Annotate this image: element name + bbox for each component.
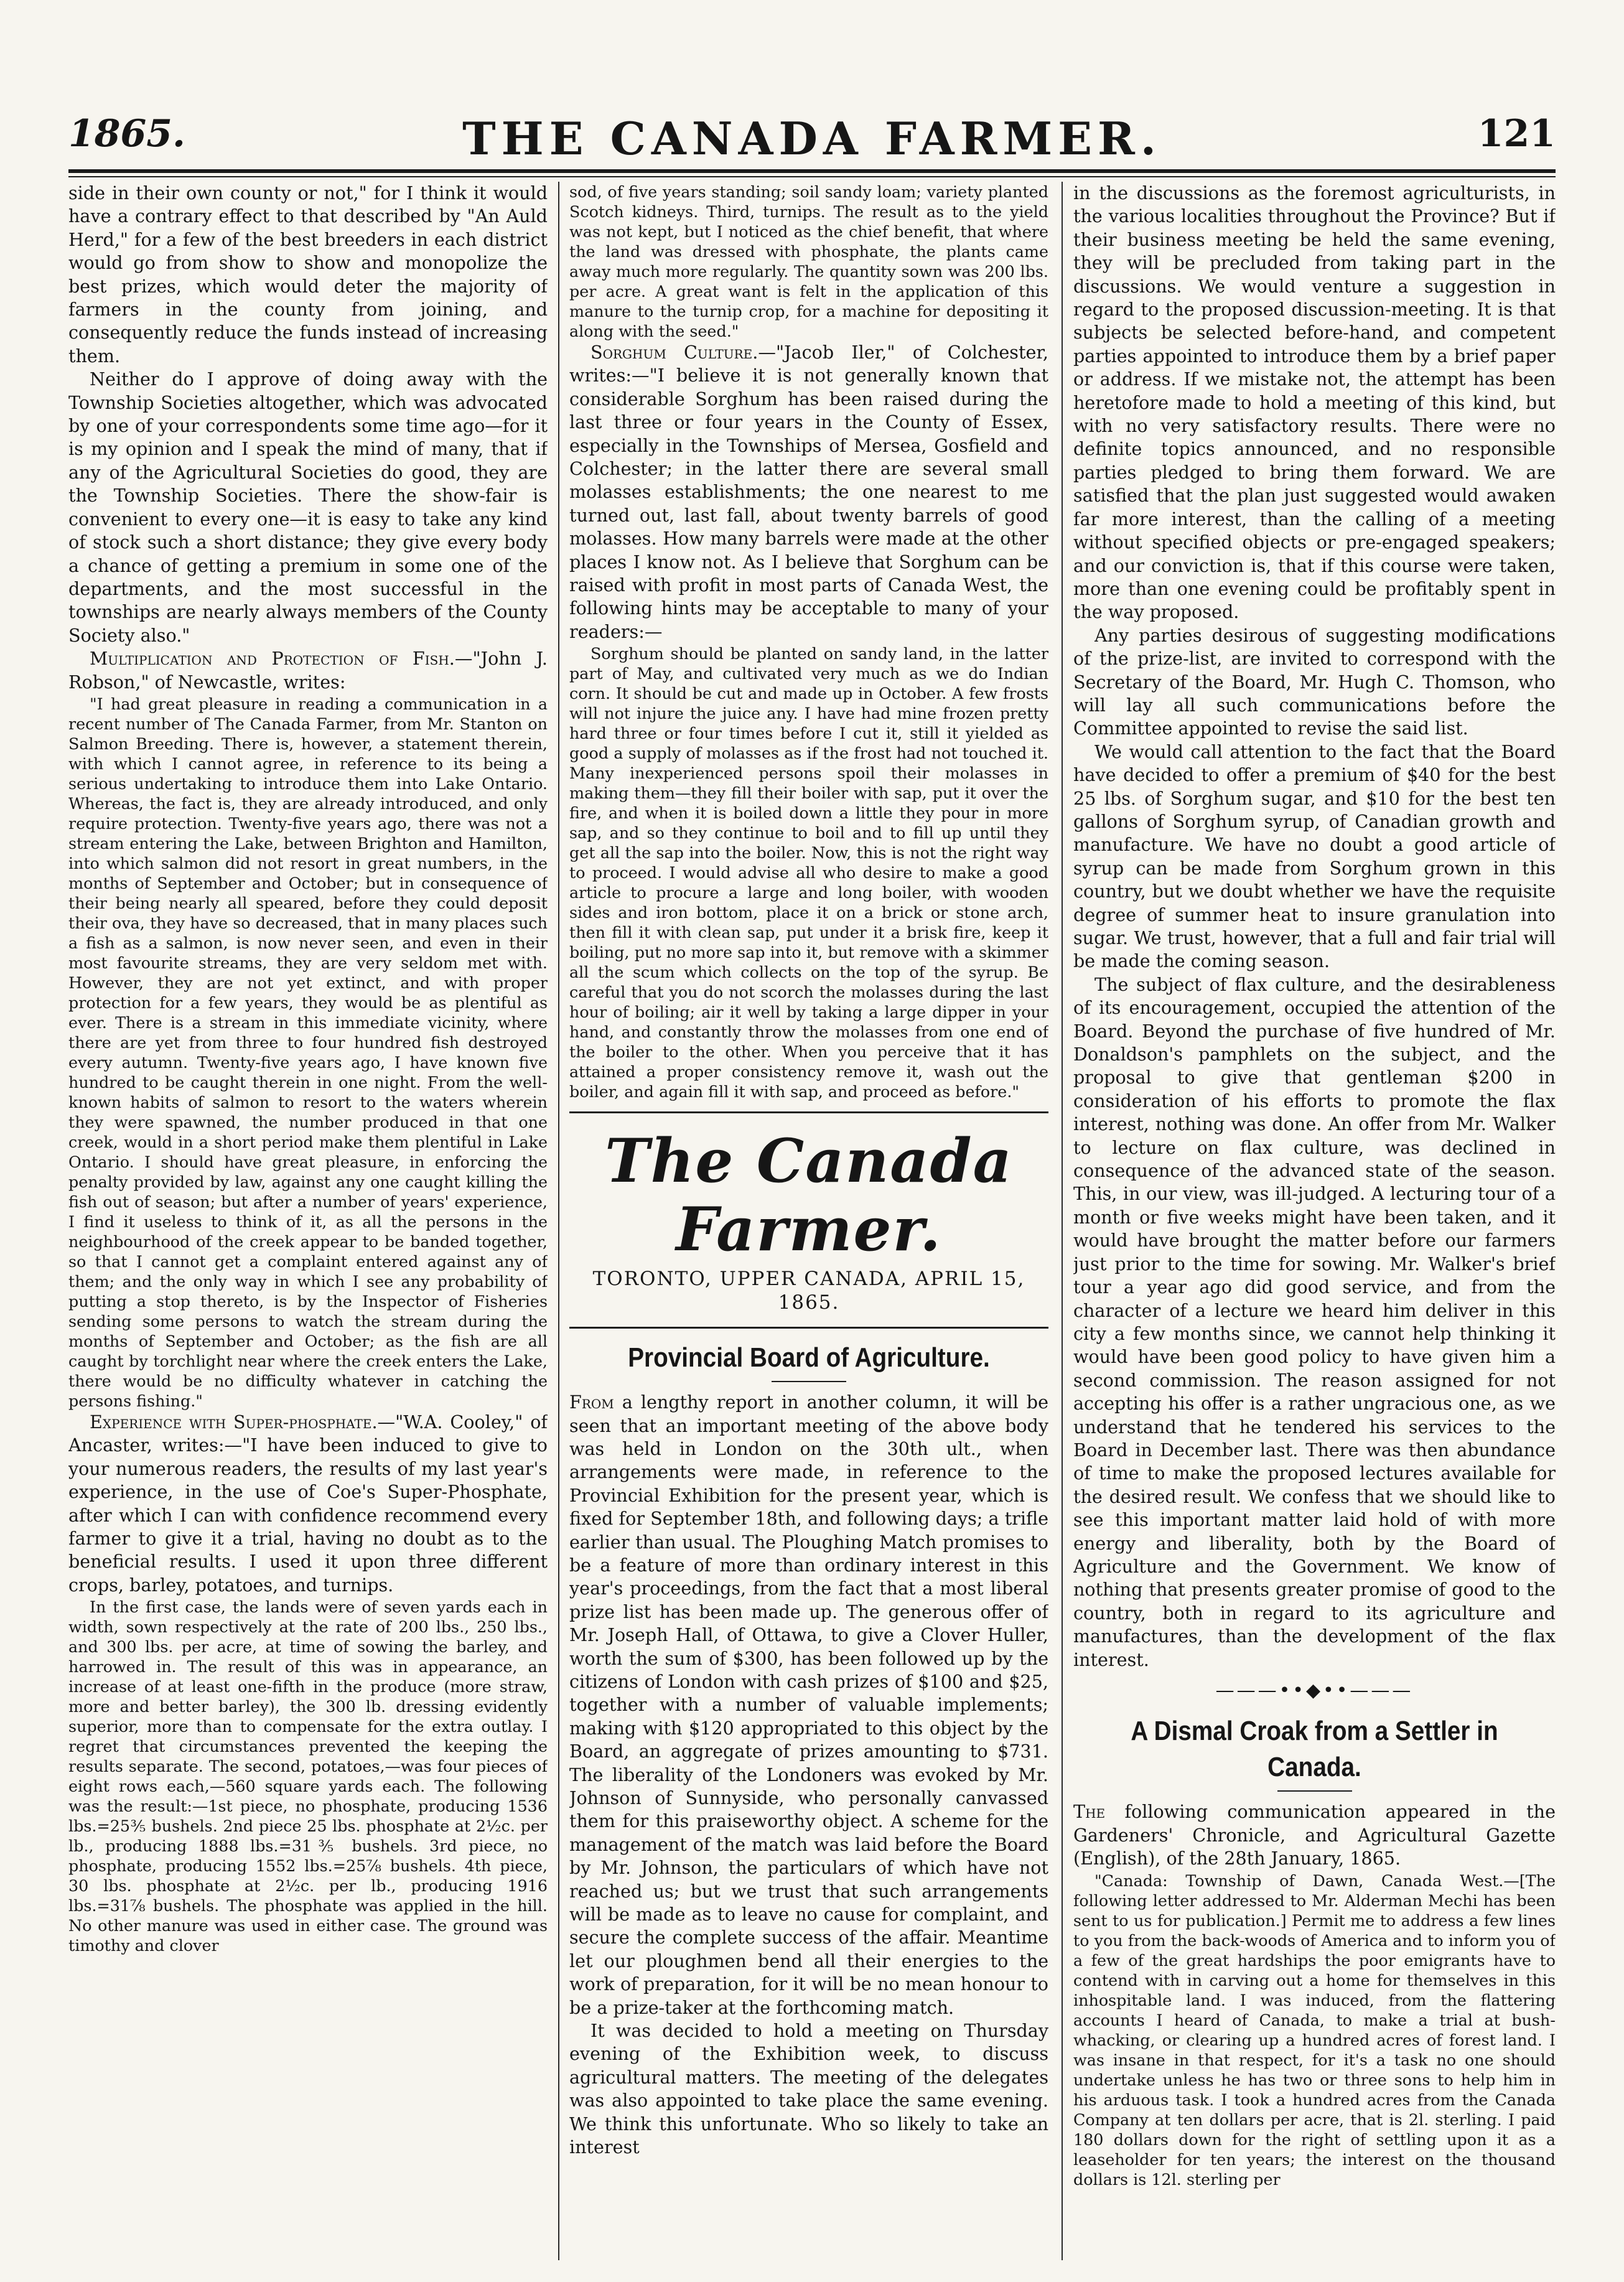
sorghum-article-intro: "Jacob Iler," of Colchester, writes:—"I believe it is not generally known that considerable Sorghum has been raised during the last three or four years in the County of Essex, especially in the Townships of Mersea, Gosfield and Colchester; in the latter there are several small molasses establishments; the one nearest to me turned out, last fall, about twenty barrels of good molasses. How many barrels were made at the other places I know not. As I believe that Sorghum can be raised with profit in most parts of Canada West, the following hints may be acceptable to many of your readers:—: [569, 342, 1048, 642]
sorghum-article-heading: Sorghum Culture.—: [590, 342, 776, 363]
header-page-number: 121: [1477, 112, 1556, 156]
column-1: [68, 182, 548, 2260]
article-paragraph: side in their own county or not," for I think it would have a contrary effect to that described by "An Auld Herd," for a few of the best breeders in each district would go from show to show and monopolize the best prizes, which would deter the majority of farmers in the county from joining, and consequently reduce the funds instead of increasing them.: [68, 182, 548, 367]
provincial-board-text: a lengthy report in another column, it will be seen that an important meeting of the above body was held in London on the 30th ult., when arrangements were made, in reference to the Provincial Exhibition for the present year, which is fixed for September 18th, and following days; a trifle earlier than usual. The Ploughing Match promises to be a feature of more than ordinary interest in this year's proceedings, from the fact that a most liberal prize list has been made up. The generous offer of Mr. Joseph Hall, of Ottawa, to give a Clover Huller, worth the sum of $300, has been followed up by the citizens of London with cash prizes of $100 and $25, together with a number of valuable implements; making with $120 appropriated to this object by the Board, an aggregate of prizes amounting to $731. The liberality of the Londoners was evoked by Mr. Johnson of Sunnyside, who personally canvassed them for this praiseworthy object. A scheme for the management of the match was laid before the Board by Mr. Johnson, the particulars of which have not reached us; but we trust that such arrangements will be made as to leave no cause for complaint, and secure the complete success of the affair. Meantime let our ploughmen bend all their energies to the work of preparation, for it will be no mean honour to be a prize-taker at the forthcoming match.: [569, 1391, 1048, 2018]
exhibition-meeting-paragraph: It was decided to hold a meeting on Thursday evening of the Exhibition week, to discuss agricultural matters. The meeting of the delegates was also appointed to take place the same evening. We think this unfortunate. Who so likely to take an interest: [569, 2020, 1048, 2158]
sorghum-hints-paragraph: Sorghum should be planted on sandy land, in the latter part of May, and cultivated very much as we do Indian corn. It should be cut and made up in October. A few frosts will not injure the juice any. I have had mine frozen pretty hard three or four times before I cut it, still it yielded as good a supply of molasses as if the frost had not touched it. Many inexperienced persons spoil their molasses in making them—they fill their boiler with sap, put it over the fire, and when it is boiled down a little they pour in more sap, and so they continue to boil and to fill up until they get all the sap into the boiler. Now, this is not the right way to proceed. I would advise all who desire to make a good article to procure a large and long boiler, with wooden sides and iron bottom, place it on a brick or stone arch, then fill it with clean sap, put under it a brisk fire, keep it boiling, put no more sap into it, but remove with a skimmer all the scum which collects on the top of the syrup. Be careful that you do not scorch the molasses during the last hour of boiling; air it well by taking a large dipper in your hand, and constantly throw the molasses from one end of the boiler to the other. When you perceive that it has attained a proper consistency remove it, wash out the boiler, and again fill it with sap, and proceed as before.": [569, 644, 1048, 1101]
phosphate-article-intro: "W.A. Cooley," of Ancaster, writes:—"I have been induced to give to your numerous readers, the results of my last year's experience, in the use of Coe's Super-Phosphate, after which I can with confidence recommend every farmer to give it a trial, having no doubt as to the beneficial results. I used it upon three different crops, barley, potatoes, and turnips.: [68, 1411, 548, 1596]
fish-article-heading: Multiplication and Protection of Fish.—: [90, 648, 473, 670]
fish-article-intro: "John J. Robson," of Newcastle, writes:: [68, 648, 548, 693]
editorial-banner: [569, 1111, 1048, 1329]
dismal-croak-intro: [1073, 1800, 1556, 1870]
header-title: THE CANADA FARMER.: [462, 112, 1162, 165]
fish-article-paragraph: [68, 647, 548, 694]
phosphate-continued-paragraph: sod, of five years standing; soil sandy loam; variety planted Scotch kidneys. Third, turnips. The result as to the yield was not kept, but I noticed as the chief benefit, that where the land was dressed with phosphate, the plants came away much more regularly. The quantity sown was 200 lbs. per acre. A great want is felt in the application of this manure to the turnip crop, for a machine for depositing it along with the seed.": [569, 182, 1048, 340]
lead-word: The: [1073, 1801, 1106, 1823]
phosphate-results-paragraph: In the first case, the lands were of seven yards each in width, sown respectively at the rate of 200 lbs., 250 lbs., and 300 lbs. per acre, at time of sowing the barley, and harrowed in. The result of this was in appearance, an increase of at least one-fifth in the produce (more straw, more and better barley), the 300 lb. dressing evidently superior, more than to compensate for the extra outlay. I regret that circumstances prevented the keeping the results separate. The second, potatoes,—was four pieces of eight rows each,—560 square yards each. The following was the result:—1st piece, no phosphate, producing 1536 lbs.=25⅗ bushels. 2nd piece 25 lbs. phosphate at 2½c. per lb., producing 1888 lbs.=31⅗ bushels. 3rd piece, no phosphate, producing 1552 lbs.=25⅞ bushels. 4th piece, 30 lbs. phosphate at 2½c. per lb., producing 1916 lbs.=31⅞ bushels. The phosphate was applied in the hill. No other manure was used in either case. The ground was timothy and clover: [68, 1597, 548, 1955]
sorghum-article-paragraph: [569, 341, 1048, 643]
title-rule: [1277, 1790, 1352, 1792]
column-divider-2: [1062, 182, 1063, 2260]
dismal-croak-intro-text: following communication appeared in the Gardeners' Chronicle, and Agricultural Gazette (English), of the 28th January, 1865.: [1073, 1801, 1556, 1869]
header-rule-thin: [68, 176, 1556, 177]
title-rule: [772, 1381, 846, 1382]
header-year: 1865.: [68, 112, 185, 156]
page-header: [68, 112, 1556, 168]
column-divider-1: [558, 182, 559, 2260]
prize-list-paragraph: Any parties desirous of suggesting modifications of the prize-list, are invited to correspond with the Secretary of the Board, Mr. Hugh C. Thomson, who will lay all such communications before the Committee appointed to revise the said list.: [1073, 624, 1556, 739]
discussion-paragraph: in the discussions as the foremost agriculturists, in the various localities throughout the Province? But if their business meeting be held the same evening, they will be precluded from taking part in the discussions. We would venture a suggestion in regard to the proposed discussion-meeting. It is that subjects be selected before-hand, and competent parties appointed to introduce them by a brief paper or address. If we mistake not, the attempt has been heretofore made to hold a meeting of this kind, but with no very satisfactory results. There were no definite topics announced, and no responsible parties pledged to bring them forward. We are satisfied that the plan just suggested would awaken far more interest, than the calling of a meeting without specified objects or pre-engaged speakers; and our conviction is, that if this course were taken, more than one evening could be profitably spent in the way proposed.: [1073, 182, 1556, 623]
newspaper-nameplate: The Canada Farmer.: [605, 1126, 1013, 1265]
provincial-board-title: Provincial Board of Agriculture.: [628, 1342, 990, 1373]
column-3: [1073, 182, 1556, 2260]
section-ornament: ———••◆••———: [1215, 1680, 1414, 1701]
lead-word: From: [569, 1391, 614, 1413]
flax-culture-paragraph: The subject of flax culture, and the desirableness of its encouragement, occupied the attention of the Board. Beyond the purchase of five hundred of Mr. Donaldson's pamphlets on the subject, and the proposal to give that gentleman $200 in consideration of his efforts to promote the flax interest, nothing was done. An offer from Mr. Walker to lecture on flax culture, was declined in consequence of the advanced state of the season. This, in our view, was ill-judged. A lecturing tour of a month or five weeks might have been taken, and it would have brought the matter before our farmers just prior to the time for sowing. Mr. Walker's brief tour a year ago did good service, and from the character of a lecture we heard him deliver in this city a few months since, we cannot help thinking it would have been good policy to have given him a second commission. The reason assigned for not accepting his offer is a rather ungracious one, as we understand that he tendered his services to the Board in December last. There was then abundance of time to make the proposed lectures available for the desired result. We confess that we should like to see this important matter laid hold of with more energy and liberality, both by the Board of Agriculture and the Government. We know of nothing that presents greater promise of good to the country, both in regard to its agriculture and manufactures, than the development of the flax interest.: [1073, 973, 1556, 1670]
dismal-croak-title: A Dismal Croak from a Settler in Canada.: [1131, 1716, 1498, 1783]
provincial-board-paragraph: [569, 1391, 1048, 2019]
editorial-dateline: TORONTO, UPPER CANADA, APRIL 15, 1865.: [569, 1268, 1048, 1329]
article-paragraph: Neither do I approve of doing away with the Township Societies altogether, which was advocated by one of your correspondents some time ago—for it is my opinion and I speak the mind of many, that if any of the Agricultural Societies do good, they are the Township Societies. There the show-fair is convenient to every one—it is easy to take any kind of stock such a short distance; they give every body a chance of getting a premium in some one of the departments, and the most successful in the townships are nearly always members of the County Society also.": [68, 368, 548, 646]
fish-letter-paragraph: "I had great pleasure in reading a communication in a recent number of The Canada Farmer, from Mr. Stanton on Salmon Breeding. There is, however, a statement therein, with which I cannot agree, in reference to its being a serious undertaking to introduce them into Lake Ontario. Whereas, the fact is, they are already introduced, and only require protection. Twenty-five years ago, there was not a stream entering the Lake, between Brighton and Hamilton, into which salmon did not resort in great numbers, in the months of September and October; but in consequence of their being nearly all speared, before they could deposit their ova, they have so decreased, that in many places such a fish as a salmon, is now never seen, and even in their most favourite streams, they are very seldom met with. However, they are not yet extinct, and with proper protection for a few years, they would be as plentiful as ever. There is a stream in this immediate vicinity, where there are yet from three to four hundred fish destroyed every autumn. Twenty-five years ago, I have known five hundred to be caught therein in one night. From the well-known habits of salmon to resort to the waters wherein they were spawned, the number produced in that one creek, would in a short period make them plentiful in Lake Ontario. I should have great pleasure, in enforcing the penalty provided by law, against any one caught killing the fish out of season; but after a number of years' experience, I find it useless to think of it, as all the persons in the neighbourhood of the creek appear to be banded together, so that I cannot get a complaint entered against any of them; and the only way in which I see any probability of putting a stop thereto, is by the Inspector of Fisheries sending some persons to watch the stream during the months of September and October; as the fish are all caught by torchlight near where the creek enters the Lake, there would be no difficulty whatever in catching the persons fishing.": [68, 694, 548, 1410]
phosphate-article-paragraph: [68, 1411, 548, 1597]
column-2: [569, 182, 1048, 2260]
phosphate-article-heading: Experience with Super-phosphate.—: [90, 1411, 396, 1433]
sorghum-premium-paragraph: We would call attention to the fact that the Board have decided to offer a premium of $40 for the best 25 lbs. of Sorghum sugar, and $10 for the best ten gallons of Sorghum syrup, of Canadian growth and manufacture. We have no doubt a good article of syrup can be made from Sorghum grown in this country, but we doubt whether we have the requisite degree of summer heat to insure granulation into sugar. We trust, however, that a full and fair trial will be made the coming season.: [1073, 741, 1556, 972]
settler-letter-paragraph: "Canada: Township of Dawn, Canada West.—[The following letter addressed to Mr. Alderman Mechi has been sent to us for publication.] Permit me to address a few lines to you from the back-woods of America and to inform you of a few of the great hardships the poor emigrants have to contend with in carving out a home for themselves in this inhospitable land. I was induced, from the flattering accounts I heard of Canada, to make a trial at bush-whacking, or clearing up a hundred acres of forest land. I was insane in that respect, for it's a task no one should undertake unless he has two or three sons to help him in his arduous task. I took a hundred acres from the Canada Company at ten dollars per acre, that is 2l. sterling. I paid 180 dollars down for the right of settling upon it as a leaseholder for ten years; the interest on the thousand dollars is 12l. sterling per: [1073, 1871, 1556, 2189]
header-rule: [68, 169, 1556, 173]
